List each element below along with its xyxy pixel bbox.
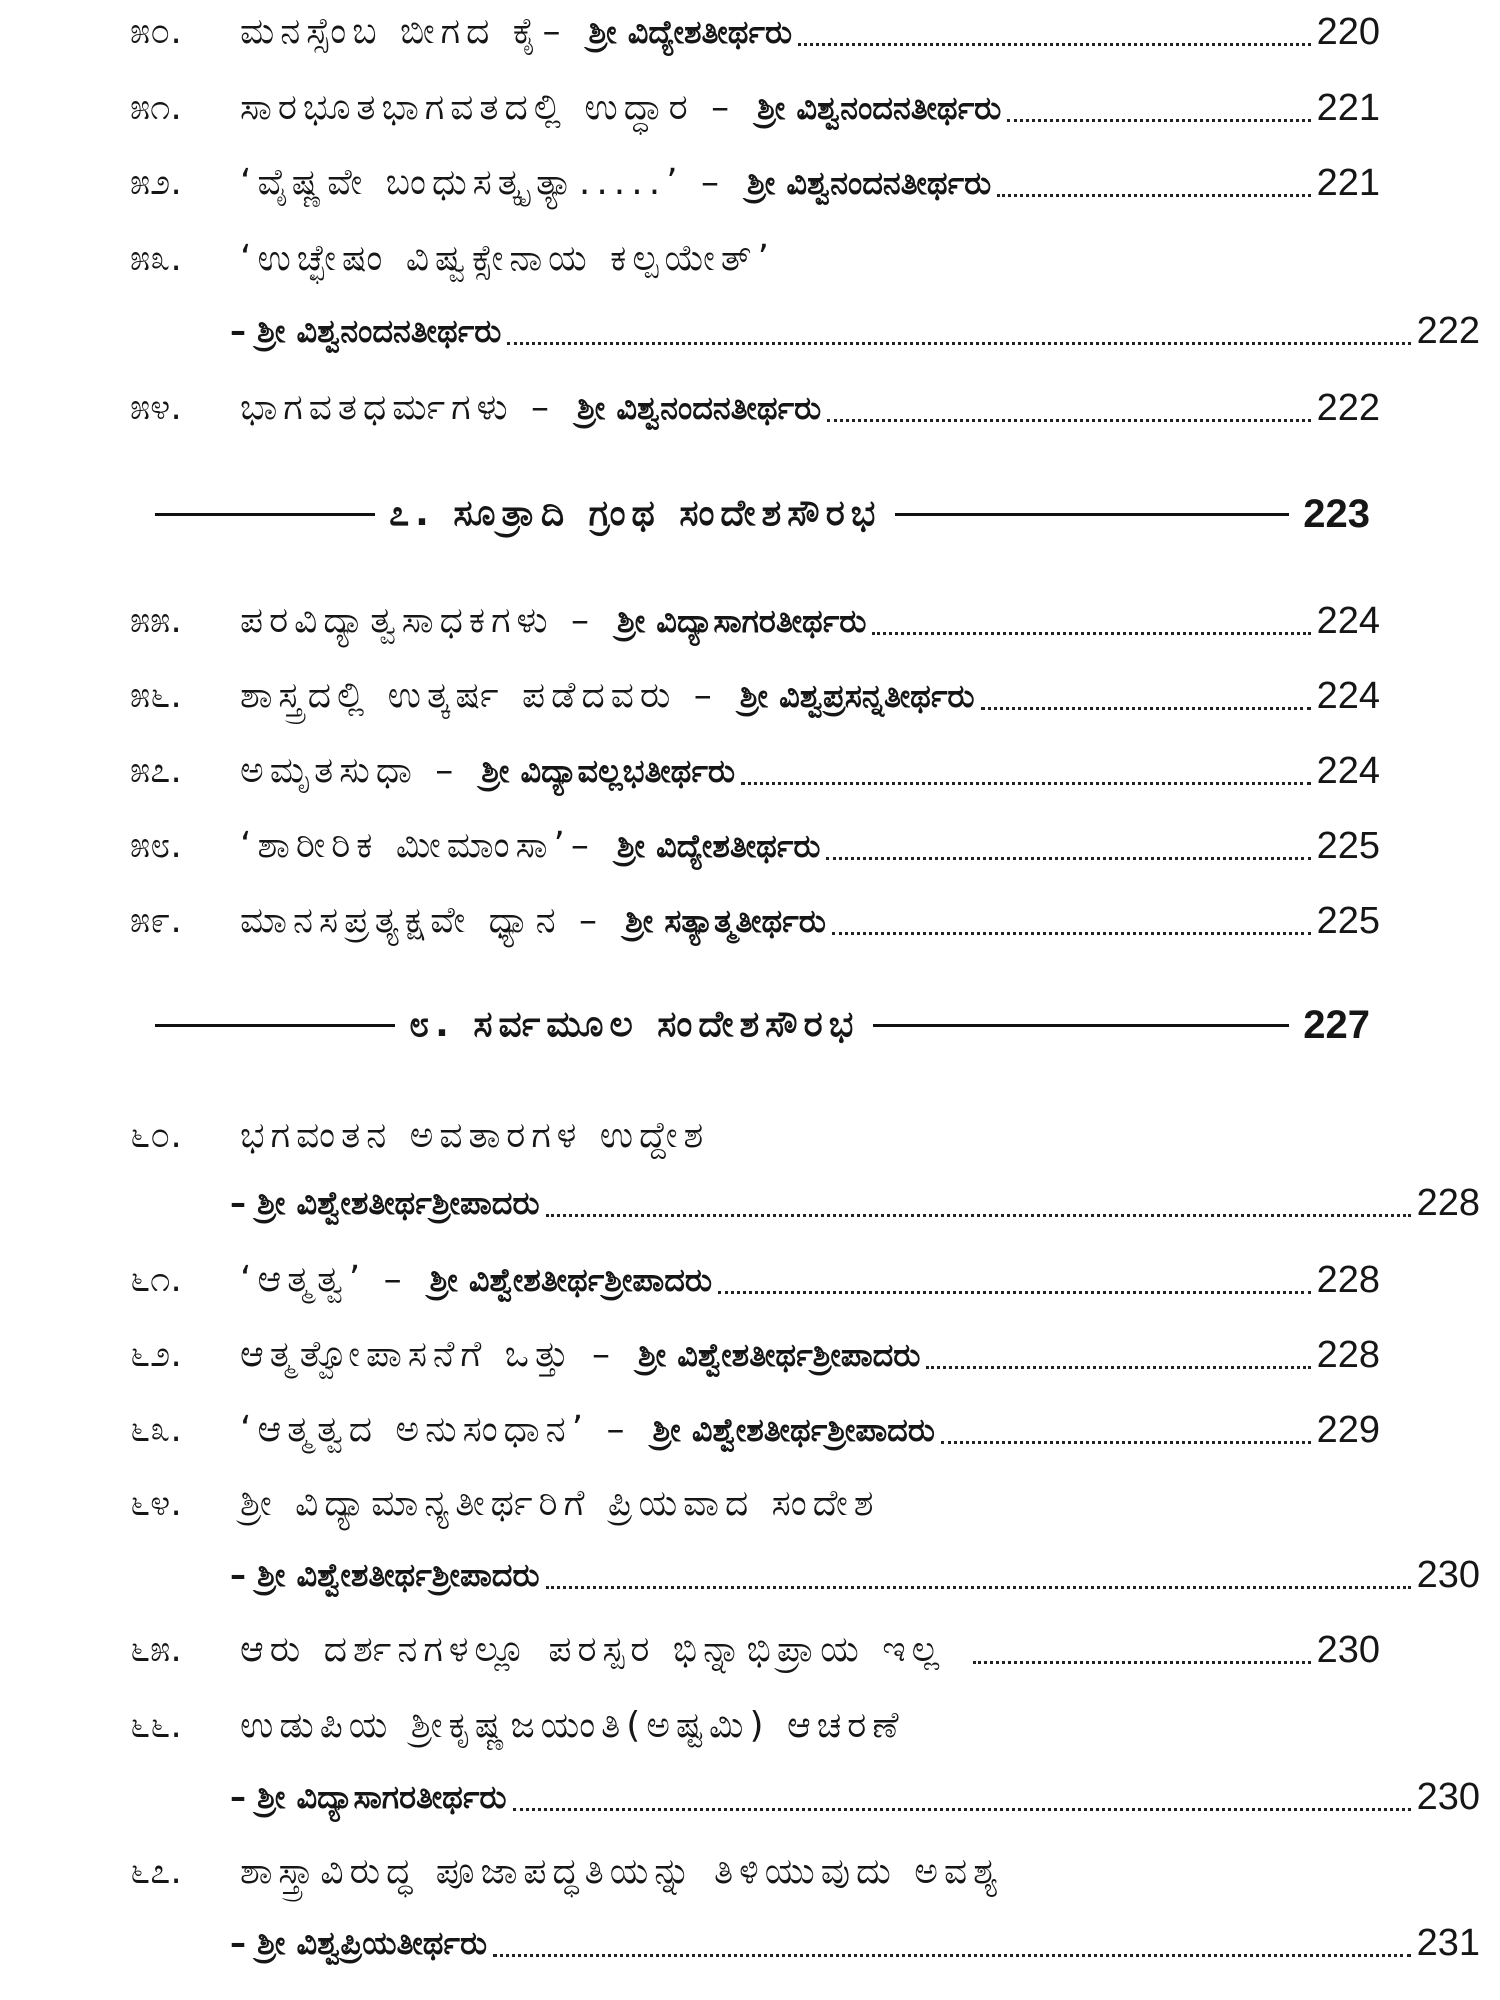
- entry-number: ೫೩.: [130, 238, 182, 279]
- heading-rule: [155, 513, 375, 516]
- entry-number: ೫೨.: [130, 162, 182, 203]
- entry-title: ಭಗವಂತನ ಅವತಾರಗಳ ಉದ್ದೇಶ: [240, 1115, 710, 1156]
- entry-author: ಶ್ರೀ ವಿಶ್ವನಂದನತೀರ್ಥರು: [577, 389, 822, 427]
- entry-author: ಶ್ರೀ ವಿಶ್ವಪ್ರಸನ್ನತೀರ್ಥರು: [739, 677, 975, 715]
- dot-leader: [997, 194, 1310, 197]
- entry-page-number: 230: [1416, 1776, 1480, 1818]
- entry-author: ಶ್ರೀ ವಿಶ್ವೇಶತೀರ್ಥಶ್ರೀಪಾದರು: [652, 1411, 935, 1449]
- entry-page-number: 225: [1316, 825, 1380, 867]
- dot-leader: [872, 632, 1310, 635]
- dot-leader: [973, 1661, 1310, 1664]
- entry-author: ಶ್ರೀ ವಿದ್ಯೇಶತೀರ್ಥರು: [588, 13, 793, 51]
- entry-number: ೬೩.: [130, 1409, 182, 1450]
- dot-leader: [832, 932, 1311, 935]
- dot-leader: [981, 707, 1311, 710]
- toc-entry[interactable]: [130, 593, 1380, 649]
- entry-page-number: 224: [1316, 750, 1380, 792]
- entry-title: ಆತ್ಮತ್ವೋಪಾಸನೆಗೆ ಒತ್ತು –: [240, 1334, 616, 1375]
- section-title: ೭. ಸೂತ್ರಾದಿ ಗ್ರಂಥ ಸಂದೇಶಸೌರಭ: [389, 493, 882, 534]
- entry-author: ಶ್ರೀ ವಿದ್ಯಾಸಾಗರತೀರ್ಥರು: [617, 602, 867, 640]
- toc-entry-continuation[interactable]: [130, 1769, 1480, 1825]
- dot-leader: [718, 1291, 1311, 1294]
- entry-author: ಶ್ರೀ ವಿಶ್ವೇಶತೀರ್ಥಶ್ರೀಪಾದರು: [637, 1336, 921, 1374]
- entry-author: – ಶ್ರೀ ವಿದ್ಯಾಸಾಗರತೀರ್ಥರು: [230, 1778, 507, 1816]
- dot-leader: [507, 342, 1410, 345]
- dot-leader: [546, 1586, 1411, 1589]
- entry-page-number: 222: [1316, 387, 1380, 429]
- entry-number: ೫೪.: [130, 387, 182, 428]
- entry-title: ಪರವಿದ್ಯಾತ್ವಸಾಧಕಗಳು –: [240, 600, 595, 641]
- dot-leader: [941, 1441, 1311, 1444]
- dot-leader: [926, 1366, 1310, 1369]
- entry-title: ಉಡುಪಿಯ ಶ್ರೀಕೃಷ್ಣಜಯಂತಿ(ಅಷ್ಟಮಿ) ಆಚರಣೆ: [240, 1705, 905, 1746]
- entry-number: ೫೬.: [130, 675, 182, 716]
- section-page-number: 223: [1303, 491, 1370, 536]
- entry-page-number: 229: [1316, 1409, 1380, 1451]
- toc-entry[interactable]: [130, 155, 1380, 211]
- entry-number: ೫೯.: [130, 900, 182, 941]
- dot-leader: [493, 1954, 1411, 1957]
- entry-title: ಶಾಸ್ತ್ರಾವಿರುದ್ಧ ಪೂಜಾಪದ್ಧತಿಯನ್ನು ತಿಳಿಯುವುದು ಅವಶ್ಯ: [240, 1851, 1004, 1892]
- entry-number: ೬೨.: [130, 1334, 182, 1375]
- entry-title: ಮಾನಸಪ್ರತ್ಯಕ್ಷವೇ ಧ್ಯಾನ –: [240, 900, 604, 941]
- entry-number: ೬೫.: [130, 1629, 182, 1670]
- toc-entry-continuation[interactable]: [130, 1175, 1480, 1231]
- dot-leader: [513, 1808, 1411, 1811]
- entry-page-number: 224: [1316, 675, 1380, 717]
- dot-leader: [741, 782, 1311, 785]
- entry-page-number: 222: [1416, 310, 1480, 352]
- entry-title: ‘ಶಾರೀರಿಕ ಮೀಮಾಂಸಾ’–: [240, 825, 595, 866]
- entry-author: – ಶ್ರೀ ವಿಶ್ವಪ್ರಿಯತೀರ್ಥರು: [230, 1924, 488, 1962]
- entry-page-number: 224: [1316, 600, 1380, 642]
- entry-number: ೫೧.: [130, 87, 182, 128]
- entry-page-number: 221: [1316, 87, 1380, 129]
- entry-title: ಭಾಗವತಧರ್ಮಗಳು –: [240, 387, 556, 428]
- entry-title: ಶಾಸ್ತ್ರದಲ್ಲಿ ಉತ್ಕರ್ಷ ಪಡೆದವರು –: [240, 675, 718, 716]
- entry-title: ಶ್ರೀ ವಿದ್ಯಾಮಾನ್ಯತೀರ್ಥರಿಗೆ ಪ್ರಿಯವಾದ ಸಂದೇಶ: [240, 1483, 880, 1524]
- toc-entry-continuation[interactable]: [130, 303, 1480, 359]
- entry-page-number: 225: [1316, 900, 1380, 942]
- entry-number: ೫೮.: [130, 825, 182, 866]
- entry-page-number: 230: [1416, 1554, 1480, 1596]
- entry-page-number: 231: [1416, 1922, 1480, 1964]
- toc-entry[interactable]: [130, 231, 1380, 287]
- toc-entry[interactable]: [130, 893, 1380, 949]
- toc-entry[interactable]: [130, 668, 1380, 724]
- toc-entry-continuation[interactable]: [130, 1915, 1480, 1971]
- dot-leader: [826, 857, 1310, 860]
- entry-title: ‘ಉಚ್ಛೇಷಂ ವಿಷ್ವಕ್ಸೇನಾಯ ಕಲ್ಪಯೇತ್’: [240, 238, 776, 279]
- entry-author: ಶ್ರೀ ವಿಶ್ವೇಶತೀರ್ಥಶ್ರೀಪಾದರು: [429, 1261, 712, 1299]
- entry-number: ೬೭.: [130, 1851, 182, 1892]
- dot-leader: [546, 1214, 1411, 1217]
- entry-title: ಮನಸ್ಸೆಂಬ ಬೀಗದ ಕೈ–: [240, 11, 567, 52]
- toc-entry[interactable]: [130, 1844, 1380, 1900]
- entry-author: – ಶ್ರೀ ವಿಶ್ವೇಶತೀರ್ಥಶ್ರೀಪಾದರು: [230, 1556, 540, 1594]
- entry-page-number: 228: [1316, 1259, 1380, 1301]
- entry-page-number: 220: [1316, 11, 1380, 53]
- toc-entry[interactable]: [130, 1402, 1380, 1458]
- entry-number: ೬೬.: [130, 1705, 182, 1746]
- section-heading: [155, 995, 1370, 1055]
- section-page-number: 227: [1303, 1002, 1370, 1047]
- entry-page-number: 230: [1316, 1629, 1380, 1671]
- entry-author: ಶ್ರೀ ವಿದ್ಯೇಶತೀರ್ಥರು: [616, 827, 821, 865]
- entry-author: ಶ್ರೀ ವಿಶ್ವನಂದನತೀರ್ಥರು: [747, 164, 992, 202]
- entry-author: – ಶ್ರೀ ವಿಶ್ವನಂದನತೀರ್ಥರು: [230, 312, 502, 350]
- entry-number: ೬೦.: [130, 1115, 182, 1156]
- entry-number: ೬೧.: [130, 1259, 182, 1300]
- toc-entry[interactable]: [130, 1698, 1380, 1754]
- heading-rule: [895, 513, 1289, 516]
- toc-entry[interactable]: [130, 1476, 1380, 1532]
- entry-number: ೫೫.: [130, 600, 182, 641]
- toc-entry[interactable]: [130, 380, 1380, 436]
- entry-title: ‘ವೈಷ್ಣವೇ ಬಂಧುಸತ್ಕೃತ್ಯಾ.....’ –: [240, 162, 726, 203]
- toc-entry[interactable]: [130, 1622, 1380, 1678]
- section-heading: [155, 484, 1370, 544]
- toc-entry[interactable]: [130, 743, 1380, 799]
- entry-page-number: 228: [1316, 1334, 1380, 1376]
- dot-leader: [827, 419, 1310, 422]
- heading-rule: [873, 1024, 1289, 1027]
- dot-leader: [798, 43, 1311, 46]
- entry-author: ಶ್ರೀ ವಿಶ್ವನಂದನತೀರ್ಥರು: [757, 89, 1002, 127]
- section-title: ೮. ಸರ್ವಮೂಲ ಸಂದೇಶಸೌರಭ: [409, 1004, 860, 1045]
- heading-rule: [155, 1024, 395, 1027]
- toc-entry[interactable]: [130, 1252, 1380, 1308]
- entry-number: ೫೭.: [130, 750, 182, 791]
- entry-author: ಶ್ರೀ ವಿದ್ಯಾವಲ್ಲಭತೀರ್ಥರು: [481, 752, 736, 790]
- toc-entry[interactable]: [130, 818, 1380, 874]
- entry-author: – ಶ್ರೀ ವಿಶ್ವೇಶತೀರ್ಥಶ್ರೀಪಾದರು: [230, 1184, 540, 1222]
- entry-title: ಸಾರಭೂತಭಾಗವತದಲ್ಲಿ ಉದ್ಧಾರ –: [240, 87, 736, 128]
- entry-title: ಅಮೃತಸುಧಾ –: [240, 750, 460, 791]
- toc-entry[interactable]: [130, 1327, 1380, 1383]
- entry-author: ಶ್ರೀ ಸತ್ಯಾತ್ಮತೀರ್ಥರು: [625, 902, 826, 940]
- entry-page-number: 221: [1316, 162, 1380, 204]
- toc-entry-continuation[interactable]: [130, 1547, 1480, 1603]
- entry-number: ೫೦.: [130, 11, 182, 52]
- toc-entry[interactable]: [130, 80, 1380, 136]
- toc-entry[interactable]: [130, 4, 1380, 60]
- entry-page-number: 228: [1416, 1182, 1480, 1224]
- entry-number: ೬೪.: [130, 1483, 182, 1524]
- entry-title: ‘ಆತ್ಮತ್ವ’ –: [240, 1259, 408, 1300]
- entry-title: ಆರು ದರ್ಶನಗಳಲ್ಲೂ ಪರಸ್ಪರ ಭಿನ್ನಾಭಿಪ್ರಾಯ ಇಲ್ಲ: [240, 1629, 946, 1670]
- entry-title: ‘ಆತ್ಮತ್ವದ ಅನುಸಂಧಾನ’ –: [240, 1409, 631, 1450]
- toc-entry[interactable]: [130, 1108, 1380, 1164]
- dot-leader: [1007, 119, 1310, 122]
